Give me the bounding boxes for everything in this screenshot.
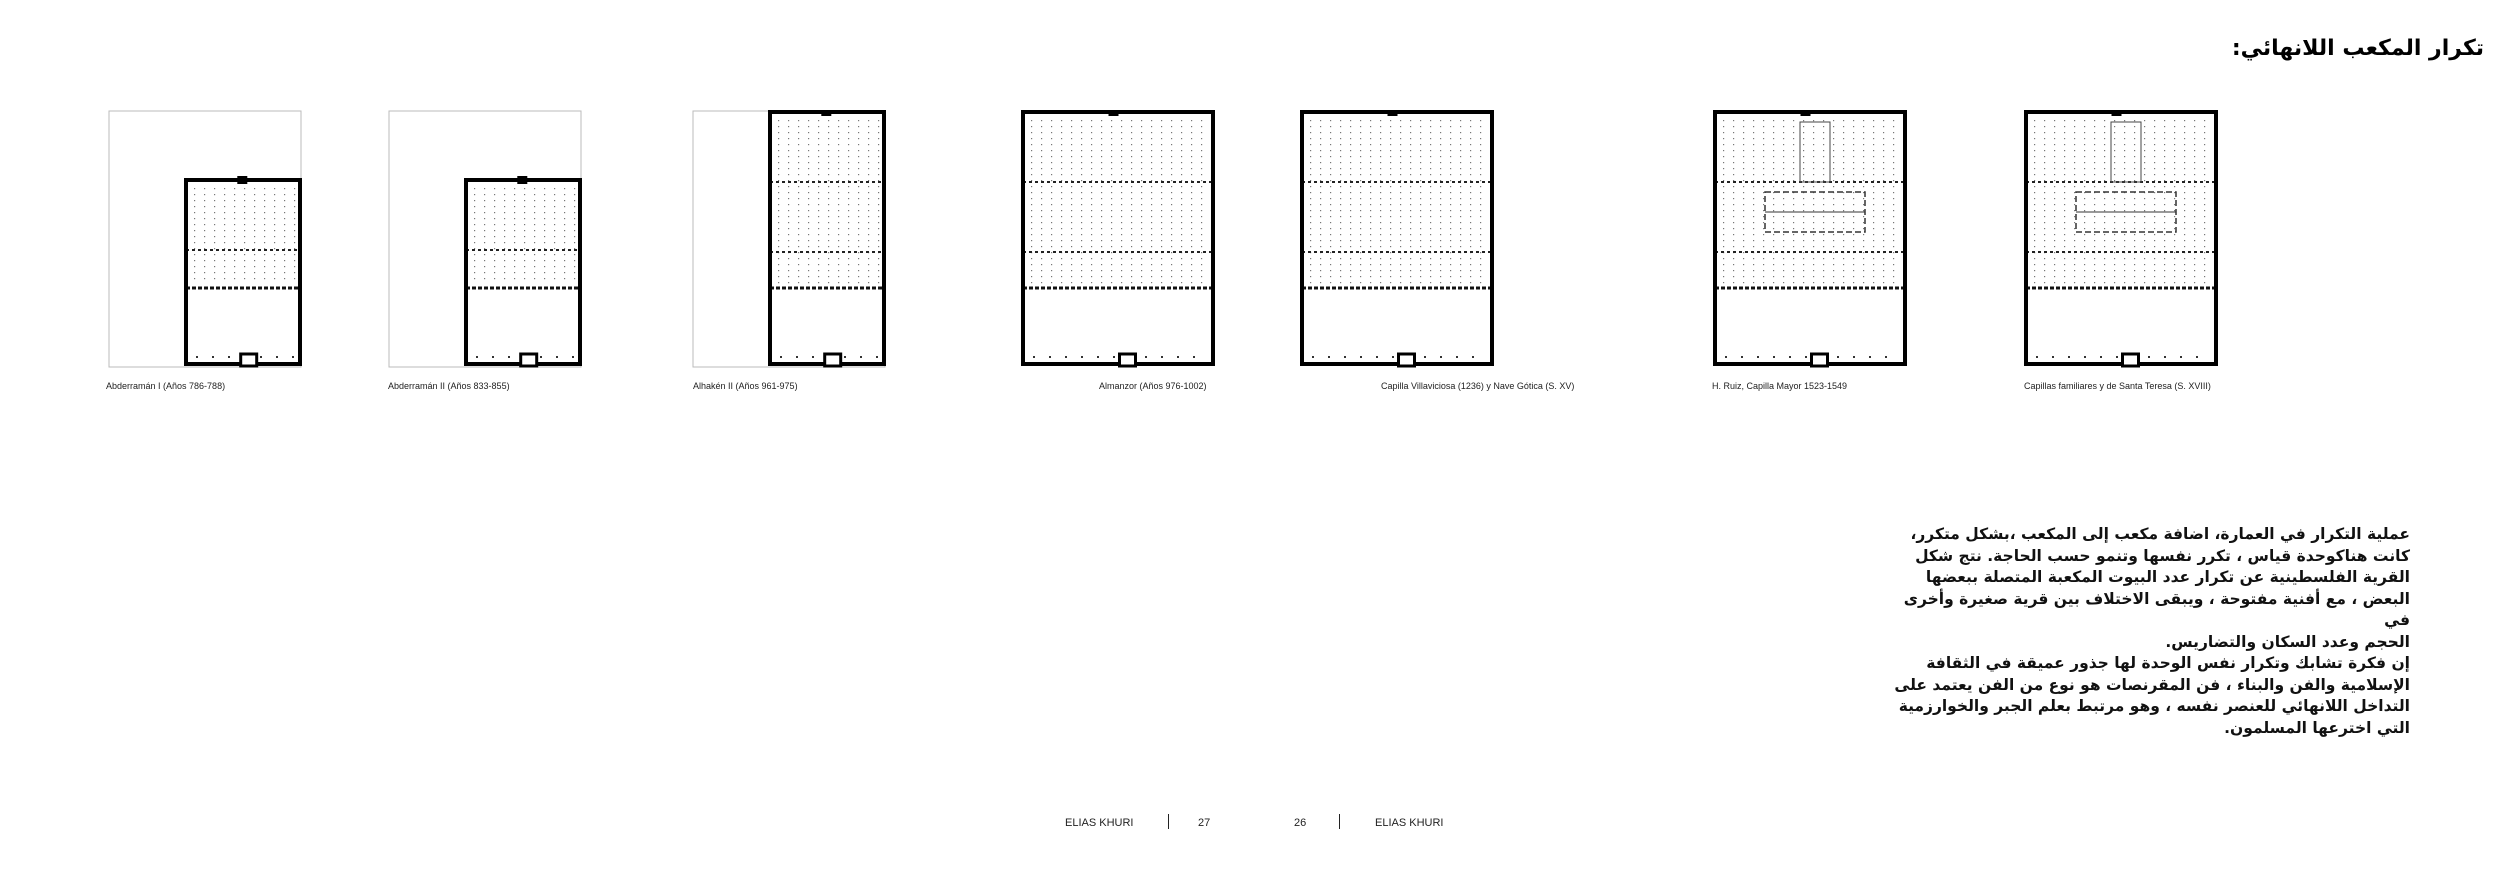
footer-page-number-right: 26 (1294, 817, 1307, 829)
footer-page-number-left: 27 (1198, 817, 1211, 829)
floor-plan-2 (388, 110, 584, 372)
footer-author-left: ELIAS KHURI (1065, 817, 1134, 829)
plan-caption-3: Alhakén II (Años 961-975) (693, 381, 798, 391)
paragraph-line: كانت هناكوحدة قياس ، تكرر نفسها وتنمو حسب الحاجة. نتج شكل (1915, 546, 2410, 565)
footer-author-right: ELIAS KHURI (1375, 817, 1444, 829)
paragraph-line: البعض ، مع أفنية مفتوحة ، ويبقى الاختلاف بين قرية صغيرة وأخرى في (1903, 589, 2410, 629)
paragraph-line: القرية الفلسطينية عن تكرار عدد البيوت المكعبة المتصلة ببعضها (1925, 568, 2410, 586)
footer-divider-right (1339, 814, 1340, 829)
body-paragraph (1890, 524, 2410, 739)
plan-caption-1: Abderramán I (Años 786-788) (106, 381, 226, 391)
floor-plan-5 (1300, 110, 1496, 372)
floor-plan-4 (1021, 110, 1217, 372)
plan-caption-2: Abderramán II (Años 833-855) (388, 381, 510, 391)
footer-divider-left (1168, 814, 1169, 829)
floor-plan-1 (108, 110, 304, 372)
paragraph-line: عملية التكرار في العمارة، اضافة مكعب إلى المكعب ،بشكل متكرر، (1910, 525, 2410, 543)
plan-caption-6: H. Ruiz, Capilla Mayor 1523-1549 (1712, 381, 1848, 391)
floor-plan-7 (2024, 110, 2220, 372)
paragraph-line: إن فكرة تشابك وتكرار نفس الوحدة لها جذور عميقة في الثقافة (1926, 654, 2410, 672)
floor-plan-6 (1713, 110, 1909, 372)
plan-caption-7: Capillas familiares y de Santa Teresa (S. XVIII) (2024, 381, 2211, 391)
page-title: تكرار المكعب اللانهائي: (2231, 36, 2484, 61)
paragraph-line: التي اخترعها المسلمون. (2224, 718, 2410, 737)
paragraph-line: التداخل اللانهائي للعنصر نفسه ، وهو مرتبط بعلم الجبر والخوارزمية (1898, 697, 2410, 715)
plan-caption-5: Capilla Villaviciosa (1236) y Nave Gótica (S. XV) (1381, 381, 1575, 391)
floor-plan-3 (692, 110, 888, 372)
paragraph-line: الإسلامية والفن والبناء ، فن المقرنصات هو نوع من الفن يعتمد على (1894, 675, 2410, 694)
paragraph-line: الحجم وعدد السكان والتضاريس. (2165, 632, 2410, 651)
plan-caption-4: Almanzor (Años 976-1002) (1099, 381, 1207, 391)
